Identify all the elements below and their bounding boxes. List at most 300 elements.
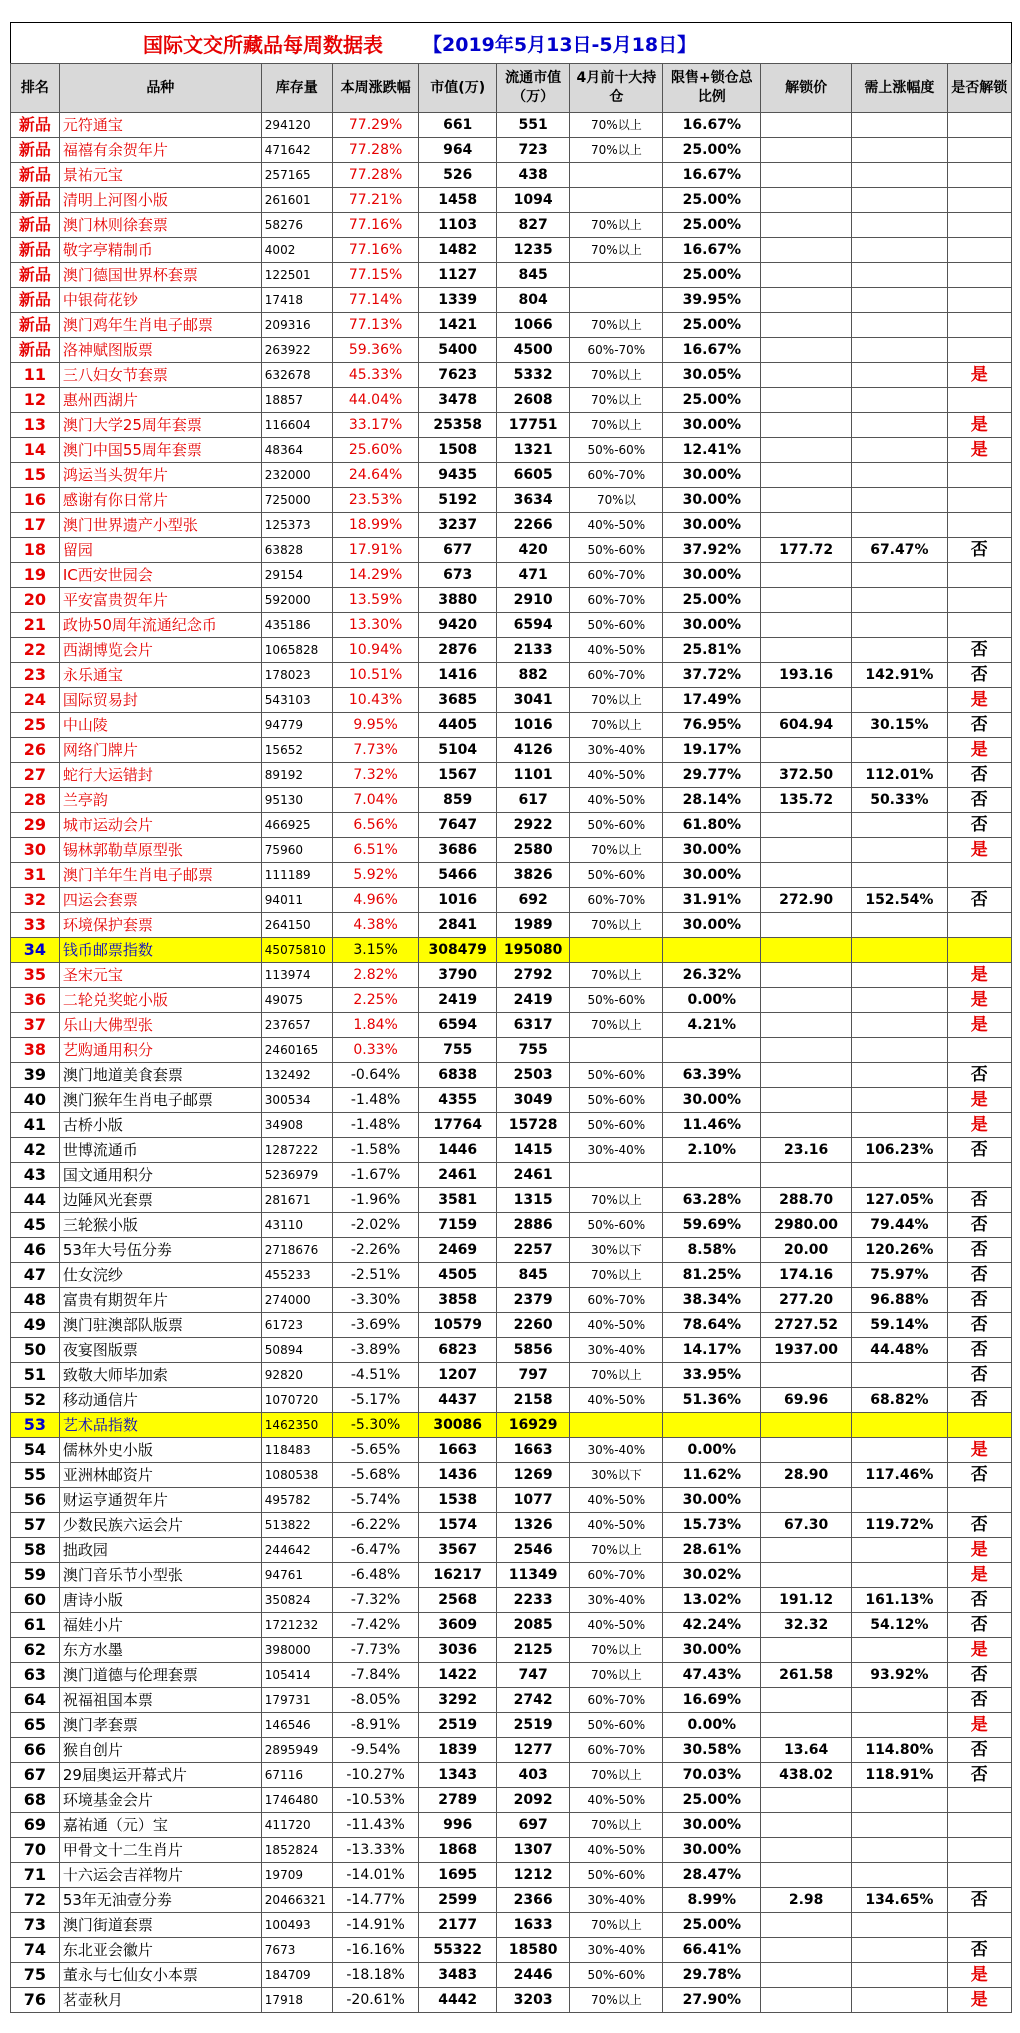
holding-cell: 70%以上: [570, 1763, 663, 1788]
name-cell: 澳门世界遗产小型张: [59, 513, 261, 538]
float-cap-cell: 3826: [497, 863, 570, 888]
name-cell: 澳门林则徐套票: [59, 213, 261, 238]
rank-cell: 25: [11, 713, 60, 738]
float-cap-cell: 2233: [497, 1588, 570, 1613]
stock-cell: 94779: [261, 713, 332, 738]
unlocked-cell: [947, 863, 1011, 888]
market-cap-cell: 4505: [419, 1263, 497, 1288]
market-cap-cell: 3858: [419, 1288, 497, 1313]
table-row: [11, 1663, 1012, 1688]
holding-cell: 50%-60%: [570, 863, 663, 888]
ratio-cell: 30.05%: [663, 363, 761, 388]
name-cell: 元符通宝: [59, 113, 261, 138]
stock-cell: 411720: [261, 1813, 332, 1838]
required-rise-cell: [852, 1163, 947, 1188]
unlocked-cell: [947, 1838, 1011, 1863]
name-cell: 澳门羊年生肖电子邮票: [59, 863, 261, 888]
name-cell: 感谢有你日常片: [59, 488, 261, 513]
float-cap-cell: 2461: [497, 1163, 570, 1188]
market-cap-cell: 1482: [419, 238, 497, 263]
stock-cell: 132492: [261, 1063, 332, 1088]
required-rise-cell: [852, 513, 947, 538]
required-rise-cell: [852, 1863, 947, 1888]
change-cell: -14.77%: [332, 1888, 419, 1913]
table-row: [11, 1363, 1012, 1388]
change-cell: -1.96%: [332, 1188, 419, 1213]
unlock-price-cell: 261.58: [761, 1663, 852, 1688]
holding-cell: 30%-40%: [570, 1938, 663, 1963]
ratio-cell: 30.00%: [663, 413, 761, 438]
table-row: [11, 238, 1012, 263]
unlocked-cell: 否: [947, 1463, 1011, 1488]
ratio-cell: 15.73%: [663, 1513, 761, 1538]
unlock-price-cell: 174.16: [761, 1263, 852, 1288]
required-rise-cell: [852, 688, 947, 713]
unlocked-cell: [947, 338, 1011, 363]
change-cell: -18.18%: [332, 1963, 419, 1988]
ratio-cell: 30.00%: [663, 913, 761, 938]
stock-cell: 1462350: [261, 1413, 332, 1438]
table-row: [11, 888, 1012, 913]
stock-cell: 179731: [261, 1688, 332, 1713]
unlocked-cell: 是: [947, 988, 1011, 1013]
float-cap-cell: 1633: [497, 1913, 570, 1938]
unlocked-cell: 否: [947, 1588, 1011, 1613]
market-cap-cell: 673: [419, 563, 497, 588]
required-rise-cell: [852, 963, 947, 988]
ratio-cell: 70.03%: [663, 1763, 761, 1788]
float-cap-cell: 1235: [497, 238, 570, 263]
change-cell: 77.14%: [332, 288, 419, 313]
float-cap-cell: 551: [497, 113, 570, 138]
market-cap-cell: 1868: [419, 1838, 497, 1863]
holding-cell: 40%-50%: [570, 1613, 663, 1638]
name-cell: 艺购通用积分: [59, 1038, 261, 1063]
stock-cell: 122501: [261, 263, 332, 288]
holding-cell: 30%-40%: [570, 1438, 663, 1463]
required-rise-cell: [852, 238, 947, 263]
name-cell: 蛇行大运错封: [59, 763, 261, 788]
ratio-cell: 28.14%: [663, 788, 761, 813]
unlock-price-cell: [761, 113, 852, 138]
ratio-cell: 0.00%: [663, 1713, 761, 1738]
rank-cell: 67: [11, 1763, 60, 1788]
table-row: [11, 463, 1012, 488]
name-cell: 边陲风光套票: [59, 1188, 261, 1213]
change-cell: 10.94%: [332, 638, 419, 663]
rank-cell: 38: [11, 1038, 60, 1063]
stock-cell: 264150: [261, 913, 332, 938]
table-row: [11, 1513, 1012, 1538]
ratio-cell: 42.24%: [663, 1613, 761, 1638]
change-cell: 10.43%: [332, 688, 419, 713]
required-rise-cell: [852, 1713, 947, 1738]
name-cell: 环境基金会片: [59, 1788, 261, 1813]
market-cap-cell: 2841: [419, 913, 497, 938]
market-cap-cell: 3036: [419, 1638, 497, 1663]
unlock-price-cell: [761, 1113, 852, 1138]
market-cap-cell: 1839: [419, 1738, 497, 1763]
name-cell: 夜宴图版票: [59, 1338, 261, 1363]
unlock-price-cell: 135.72: [761, 788, 852, 813]
holding-cell: 40%-50%: [570, 1313, 663, 1338]
name-cell: 澳门中国55周年套票: [59, 438, 261, 463]
unlocked-cell: 是: [947, 1638, 1011, 1663]
table-row: [11, 1238, 1012, 1263]
rank-cell: 44: [11, 1188, 60, 1213]
col-header: 限售+锁仓总比例: [663, 64, 761, 113]
unlocked-cell: 是: [947, 413, 1011, 438]
holding-cell: 40%-50%: [570, 763, 663, 788]
market-cap-cell: 3567: [419, 1538, 497, 1563]
float-cap-cell: 1212: [497, 1863, 570, 1888]
required-rise-cell: [852, 363, 947, 388]
holding-cell: 30%以下: [570, 1463, 663, 1488]
stock-cell: 146546: [261, 1713, 332, 1738]
ratio-cell: 30.00%: [663, 1488, 761, 1513]
stock-cell: 178023: [261, 663, 332, 688]
unlock-price-cell: [761, 838, 852, 863]
unlock-price-cell: 69.96: [761, 1388, 852, 1413]
holding-cell: 50%-60%: [570, 538, 663, 563]
stock-cell: 1070720: [261, 1388, 332, 1413]
unlock-price-cell: 272.90: [761, 888, 852, 913]
unlock-price-cell: [761, 313, 852, 338]
required-rise-cell: [852, 1813, 947, 1838]
name-cell: 平安富贵贺年片: [59, 588, 261, 613]
unlocked-cell: [947, 463, 1011, 488]
market-cap-cell: 2876: [419, 638, 497, 663]
market-cap-cell: 2789: [419, 1788, 497, 1813]
change-cell: -9.54%: [332, 1738, 419, 1763]
stock-cell: 592000: [261, 588, 332, 613]
unlock-price-cell: [761, 1963, 852, 1988]
required-rise-cell: [852, 113, 947, 138]
rank-cell: 63: [11, 1663, 60, 1688]
name-cell: 网络门牌片: [59, 738, 261, 763]
ratio-cell: 12.41%: [663, 438, 761, 463]
table-row: [11, 1388, 1012, 1413]
unlock-price-cell: [761, 963, 852, 988]
float-cap-cell: 5856: [497, 1338, 570, 1363]
name-cell: 艺术品指数: [59, 1413, 261, 1438]
stock-cell: 2460165: [261, 1038, 332, 1063]
change-cell: 77.28%: [332, 138, 419, 163]
rank-cell: 36: [11, 988, 60, 1013]
holding-cell: 70%以上: [570, 1663, 663, 1688]
holding-cell: 40%-50%: [570, 513, 663, 538]
change-cell: 77.16%: [332, 238, 419, 263]
stock-cell: 5236979: [261, 1163, 332, 1188]
change-cell: 13.59%: [332, 588, 419, 613]
table-row: [11, 1188, 1012, 1213]
unlock-price-cell: [761, 1063, 852, 1088]
rank-cell: 19: [11, 563, 60, 588]
unlock-price-cell: [761, 363, 852, 388]
change-cell: -10.53%: [332, 1788, 419, 1813]
stock-cell: 274000: [261, 1288, 332, 1313]
market-cap-cell: 1458: [419, 188, 497, 213]
holding-cell: 70%以上: [570, 838, 663, 863]
ratio-cell: 59.69%: [663, 1213, 761, 1238]
market-cap-cell: 1695: [419, 1863, 497, 1888]
change-cell: -2.02%: [332, 1213, 419, 1238]
holding-cell: 70%以上: [570, 238, 663, 263]
ratio-cell: 47.43%: [663, 1663, 761, 1688]
holding-cell: 70%以: [570, 488, 663, 513]
unlocked-cell: 否: [947, 1613, 1011, 1638]
market-cap-cell: 7159: [419, 1213, 497, 1238]
float-cap-cell: 2260: [497, 1313, 570, 1338]
name-cell: 移动通信片: [59, 1388, 261, 1413]
change-cell: 4.38%: [332, 913, 419, 938]
name-cell: 四运会套票: [59, 888, 261, 913]
unlocked-cell: 是: [947, 1988, 1011, 2013]
unlocked-cell: [947, 288, 1011, 313]
unlocked-cell: 是: [947, 963, 1011, 988]
unlock-price-cell: [761, 863, 852, 888]
ratio-cell: 78.64%: [663, 1313, 761, 1338]
unlock-price-cell: [761, 338, 852, 363]
unlock-price-cell: [761, 1363, 852, 1388]
market-cap-cell: 1574: [419, 1513, 497, 1538]
required-rise-cell: [852, 188, 947, 213]
holding-cell: [570, 263, 663, 288]
change-cell: -5.65%: [332, 1438, 419, 1463]
name-cell: 儒林外史小版: [59, 1438, 261, 1463]
float-cap-cell: 1321: [497, 438, 570, 463]
holding-cell: 50%-60%: [570, 1113, 663, 1138]
ratio-cell: 25.81%: [663, 638, 761, 663]
rank-cell: 15: [11, 463, 60, 488]
name-cell: 53年无油壹分劵: [59, 1888, 261, 1913]
stock-cell: 17418: [261, 288, 332, 313]
name-cell: 亚洲林邮资片: [59, 1463, 261, 1488]
rank-cell: 31: [11, 863, 60, 888]
float-cap-cell: 2608: [497, 388, 570, 413]
change-cell: -14.91%: [332, 1913, 419, 1938]
change-cell: 45.33%: [332, 363, 419, 388]
unlock-price-cell: 23.16: [761, 1138, 852, 1163]
float-cap-cell: 845: [497, 263, 570, 288]
unlock-price-cell: [761, 1413, 852, 1438]
name-cell: 澳门猴年生肖电子邮票: [59, 1088, 261, 1113]
holding-cell: 70%以上: [570, 1188, 663, 1213]
ratio-cell: 13.02%: [663, 1588, 761, 1613]
stock-cell: 111189: [261, 863, 332, 888]
holding-cell: 40%-50%: [570, 1838, 663, 1863]
stock-cell: 257165: [261, 163, 332, 188]
table-row: [11, 263, 1012, 288]
market-cap-cell: 1207: [419, 1363, 497, 1388]
holding-cell: 30%-40%: [570, 1588, 663, 1613]
required-rise-cell: [852, 388, 947, 413]
holding-cell: 70%以上: [570, 138, 663, 163]
change-cell: 33.17%: [332, 413, 419, 438]
table-row: [11, 363, 1012, 388]
float-cap-cell: 1415: [497, 1138, 570, 1163]
required-rise-cell: [852, 1363, 947, 1388]
holding-cell: 60%-70%: [570, 463, 663, 488]
unlocked-cell: [947, 138, 1011, 163]
table-row: [11, 1638, 1012, 1663]
float-cap-cell: 6605: [497, 463, 570, 488]
table-row: [11, 1788, 1012, 1813]
change-cell: 2.82%: [332, 963, 419, 988]
holding-cell: 70%以上: [570, 113, 663, 138]
market-cap-cell: 964: [419, 138, 497, 163]
market-cap-cell: 755: [419, 1038, 497, 1063]
required-rise-cell: 127.05%: [852, 1188, 947, 1213]
unlock-price-cell: 2980.00: [761, 1213, 852, 1238]
holding-cell: 70%以上: [570, 1013, 663, 1038]
holding-cell: 70%以上: [570, 688, 663, 713]
required-rise-cell: [852, 138, 947, 163]
ratio-cell: 27.90%: [663, 1988, 761, 2013]
table-row: [11, 1688, 1012, 1713]
holding-cell: 30%-40%: [570, 1338, 663, 1363]
change-cell: -7.42%: [332, 1613, 419, 1638]
change-cell: -2.26%: [332, 1238, 419, 1263]
col-header: 解锁价: [761, 64, 852, 113]
required-rise-cell: 30.15%: [852, 713, 947, 738]
unlock-price-cell: [761, 738, 852, 763]
change-cell: 6.51%: [332, 838, 419, 863]
table-row: [11, 1838, 1012, 1863]
required-rise-cell: [852, 1013, 947, 1038]
rank-cell: 66: [11, 1738, 60, 1763]
change-cell: -14.01%: [332, 1863, 419, 1888]
table-row: [11, 338, 1012, 363]
rank-cell: 50: [11, 1338, 60, 1363]
float-cap-cell: 16929: [497, 1413, 570, 1438]
holding-cell: 60%-70%: [570, 663, 663, 688]
rank-cell: 62: [11, 1638, 60, 1663]
ratio-cell: 28.47%: [663, 1863, 761, 1888]
change-cell: 44.04%: [332, 388, 419, 413]
rank-cell: 32: [11, 888, 60, 913]
rank-cell: 新品: [11, 138, 60, 163]
holding-cell: 70%以上: [570, 1638, 663, 1663]
ratio-cell: 0.00%: [663, 1438, 761, 1463]
table-row: [11, 1938, 1012, 1963]
stock-cell: 1721232: [261, 1613, 332, 1638]
name-cell: 澳门街道套票: [59, 1913, 261, 1938]
name-cell: 53年大号伍分劵: [59, 1238, 261, 1263]
holding-cell: [570, 938, 663, 963]
ratio-cell: 0.00%: [663, 988, 761, 1013]
name-cell: 三八妇女节套票: [59, 363, 261, 388]
holding-cell: 70%以上: [570, 313, 663, 338]
float-cap-cell: 3049: [497, 1088, 570, 1113]
unlock-price-cell: [761, 1838, 852, 1863]
rank-cell: 35: [11, 963, 60, 988]
col-header: 需上涨幅度: [852, 64, 947, 113]
unlock-price-cell: [761, 613, 852, 638]
holding-cell: 60%-70%: [570, 1288, 663, 1313]
unlock-price-cell: [761, 913, 852, 938]
ratio-cell: 37.92%: [663, 538, 761, 563]
rank-cell: 51: [11, 1363, 60, 1388]
stock-cell: 184709: [261, 1963, 332, 1988]
float-cap-cell: 2792: [497, 963, 570, 988]
stock-cell: 398000: [261, 1638, 332, 1663]
ratio-cell: [663, 1163, 761, 1188]
name-cell: 东方水墨: [59, 1638, 261, 1663]
required-rise-cell: [852, 1563, 947, 1588]
name-cell: 环境保护套票: [59, 913, 261, 938]
rank-cell: 55: [11, 1463, 60, 1488]
ratio-cell: 11.46%: [663, 1113, 761, 1138]
rank-cell: 新品: [11, 163, 60, 188]
unlock-price-cell: [761, 388, 852, 413]
unlock-price-cell: [761, 163, 852, 188]
rank-cell: 58: [11, 1538, 60, 1563]
holding-cell: 50%-60%: [570, 1088, 663, 1113]
holding-cell: 70%以上: [570, 713, 663, 738]
stock-cell: 1852824: [261, 1838, 332, 1863]
table-row: [11, 1413, 1012, 1438]
stock-cell: 2895949: [261, 1738, 332, 1763]
market-cap-cell: 1508: [419, 438, 497, 463]
stock-cell: 1287222: [261, 1138, 332, 1163]
unlocked-cell: [947, 563, 1011, 588]
table-row: [11, 1463, 1012, 1488]
unlock-price-cell: [761, 188, 852, 213]
change-cell: -11.43%: [332, 1813, 419, 1838]
unlock-price-cell: [761, 638, 852, 663]
rank-cell: 73: [11, 1913, 60, 1938]
title-bar: [10, 22, 1012, 63]
holding-cell: 60%-70%: [570, 588, 663, 613]
unlock-price-cell: [761, 1638, 852, 1663]
holding-cell: [570, 1413, 663, 1438]
change-cell: 7.73%: [332, 738, 419, 763]
name-cell: 福禧有余贺年片: [59, 138, 261, 163]
market-cap-cell: 2177: [419, 1913, 497, 1938]
unlocked-cell: 否: [947, 638, 1011, 663]
table-title: 国际文交所藏品每周数据表: [143, 32, 383, 57]
rank-cell: 43: [11, 1163, 60, 1188]
unlocked-cell: 是: [947, 1963, 1011, 1988]
market-cap-cell: 1416: [419, 663, 497, 688]
table-row: [11, 538, 1012, 563]
float-cap-cell: 420: [497, 538, 570, 563]
unlock-price-cell: [761, 1038, 852, 1063]
required-rise-cell: [852, 813, 947, 838]
change-cell: -7.73%: [332, 1638, 419, 1663]
stock-cell: 45075810: [261, 938, 332, 963]
ratio-cell: 19.17%: [663, 738, 761, 763]
table-row: [11, 138, 1012, 163]
rank-cell: 75: [11, 1963, 60, 1988]
unlock-price-cell: [761, 988, 852, 1013]
ratio-cell: 37.72%: [663, 663, 761, 688]
name-cell: 国文通用积分: [59, 1163, 261, 1188]
change-cell: 23.53%: [332, 488, 419, 513]
ratio-cell: 61.80%: [663, 813, 761, 838]
table-row: [11, 213, 1012, 238]
market-cap-cell: 859: [419, 788, 497, 813]
ratio-cell: 16.67%: [663, 163, 761, 188]
float-cap-cell: 1315: [497, 1188, 570, 1213]
market-cap-cell: 5466: [419, 863, 497, 888]
required-rise-cell: [852, 463, 947, 488]
stock-cell: 18857: [261, 388, 332, 413]
ratio-cell: 11.62%: [663, 1463, 761, 1488]
ratio-cell: 30.00%: [663, 1838, 761, 1863]
name-cell: 锡林郭勒草原型张: [59, 838, 261, 863]
